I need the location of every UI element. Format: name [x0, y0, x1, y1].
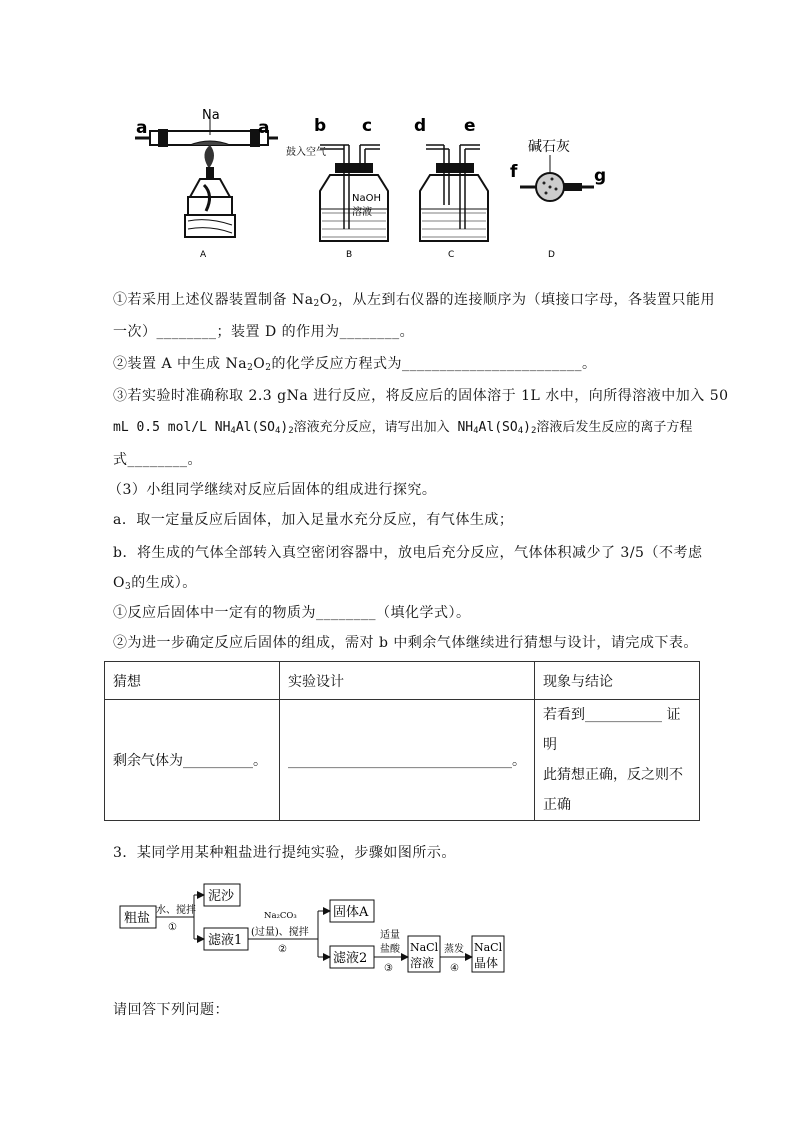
table-cell-design: ________________________________。 — [280, 700, 535, 821]
device-letter-a: A — [200, 250, 207, 260]
q3-line-1: ③若实验时准确称取 2.3 gNa 进行反应，将反应后的固体溶于 1L 水中，向所得溶液中加入 50 — [113, 388, 729, 404]
table-row — [105, 700, 700, 821]
part3-step-b-line-1: b．将生成的气体全部转入真空密闭容器中，放电后充分反应，气体体积减少了 3/5（不考虑 — [113, 545, 703, 561]
q3-line-3: 式________。 — [113, 452, 202, 468]
part3-step-a: a．取一定量反应后固体，加入足量水充分反应，有气体生成； — [113, 512, 514, 528]
naoh-solution-label: 溶液 — [352, 207, 372, 218]
air-inlet-label: 鼓入空气 — [286, 147, 326, 158]
naoh-label: NaOH — [352, 193, 381, 204]
device-b — [286, 116, 388, 260]
label-mud: 泥沙 — [208, 889, 235, 904]
port-label-b: b — [314, 116, 327, 136]
port-label-g: g — [594, 166, 607, 186]
device-d — [510, 139, 606, 260]
port-label-d: d — [414, 116, 427, 136]
step-3-condition-2: 盐酸 — [380, 944, 400, 955]
step-3-condition-1: 适量 — [380, 930, 400, 941]
table-cell-result — [535, 700, 700, 821]
step-2-number: ② — [278, 944, 287, 955]
label-solid-a: 固体A — [333, 905, 369, 920]
step-1-number: ① — [168, 922, 177, 933]
q1-line-1: ①若采用上述仪器装置制备 $Na_2O_2$，从左到右仪器的连接顺序为（填接口字母，各装置只能用 — [113, 292, 715, 309]
section-3-title: 3．某同学用某种粗盐进行提纯实验，步骤如图所示。 — [113, 845, 456, 861]
table-cell-guess: 剩余气体为__________。 — [105, 700, 280, 821]
port-label-a-left: a — [136, 118, 148, 138]
device-letter-d: D — [548, 250, 555, 260]
step-3-number: ③ — [384, 963, 393, 974]
port-label-a-right: a — [258, 118, 270, 138]
purification-flowchart — [118, 878, 518, 978]
apparatus-figure — [130, 105, 620, 265]
label-filtrate-2: 滤液2 — [333, 951, 368, 966]
port-label-e: e — [464, 116, 476, 136]
section-3-prompt: 请回答下列问题： — [113, 1002, 229, 1018]
device-letter-b: B — [346, 250, 353, 260]
step-4-number: ④ — [450, 963, 459, 974]
step-4-condition: 蒸发 — [444, 944, 464, 955]
table-header-design: 实验设计 — [280, 662, 535, 700]
label-nacl-crystal-2: 晶体 — [474, 956, 499, 970]
port-label-f: f — [510, 162, 518, 182]
device-c — [414, 116, 488, 260]
step-2-condition: (过量)、搅拌 — [251, 927, 309, 938]
label-crude-salt: 粗盐 — [124, 911, 151, 926]
part3-question-1: ①反应后固体中一定有的物质为________（填化学式）。 — [113, 605, 471, 621]
port-label-c: c — [362, 116, 373, 136]
table-result-line-1: 若看到___________ 证明 — [543, 707, 681, 753]
q2-line: ②装置 A 中生成 $Na_2O_2$的化学反应方程式为________________________。 — [113, 356, 597, 373]
part3-step-b-line-2: $O_3$的生成）。 — [113, 575, 197, 592]
table-header-guess: 猜想 — [105, 662, 280, 700]
device-letter-c: C — [448, 250, 455, 260]
hypothesis-table — [104, 661, 700, 821]
device-a — [135, 108, 278, 260]
q3-line-2: mL 0.5 mol/L $NH_4Al(SO_4)_2$溶液充分反应，请写出加入 $NH_4Al(SO_4)_2$溶液后发生反应的离子方程 — [113, 420, 693, 436]
label-nacl-solution-1: NaCl — [410, 941, 439, 954]
q1-line-2: 一次）________；装置 D 的作用为________。 — [113, 324, 415, 340]
label-nacl-crystal-1: NaCl — [474, 941, 503, 954]
soda-lime-label: 碱石灰 — [528, 139, 570, 155]
part3-intro: （3）小组同学继续对反应后固体的组成进行探究。 — [108, 482, 437, 498]
label-nacl-solution-2: 溶液 — [410, 956, 435, 970]
step-2-reagent: Na₂CO₃ — [264, 911, 297, 921]
step-1-condition: 水、搅拌 — [156, 905, 196, 916]
table-result-line-2: 此猜想正确，反之则不正确 — [543, 767, 683, 813]
label-filtrate-1: 滤液1 — [208, 933, 243, 948]
part3-question-2: ②为进一步确定反应后固体的组成，需对 b 中剩余气体继续进行猜想与设计，请完成下表。 — [113, 635, 698, 651]
sodium-label: Na — [202, 108, 220, 123]
table-header-result: 现象与结论 — [535, 662, 700, 700]
table-header-row — [105, 662, 700, 700]
